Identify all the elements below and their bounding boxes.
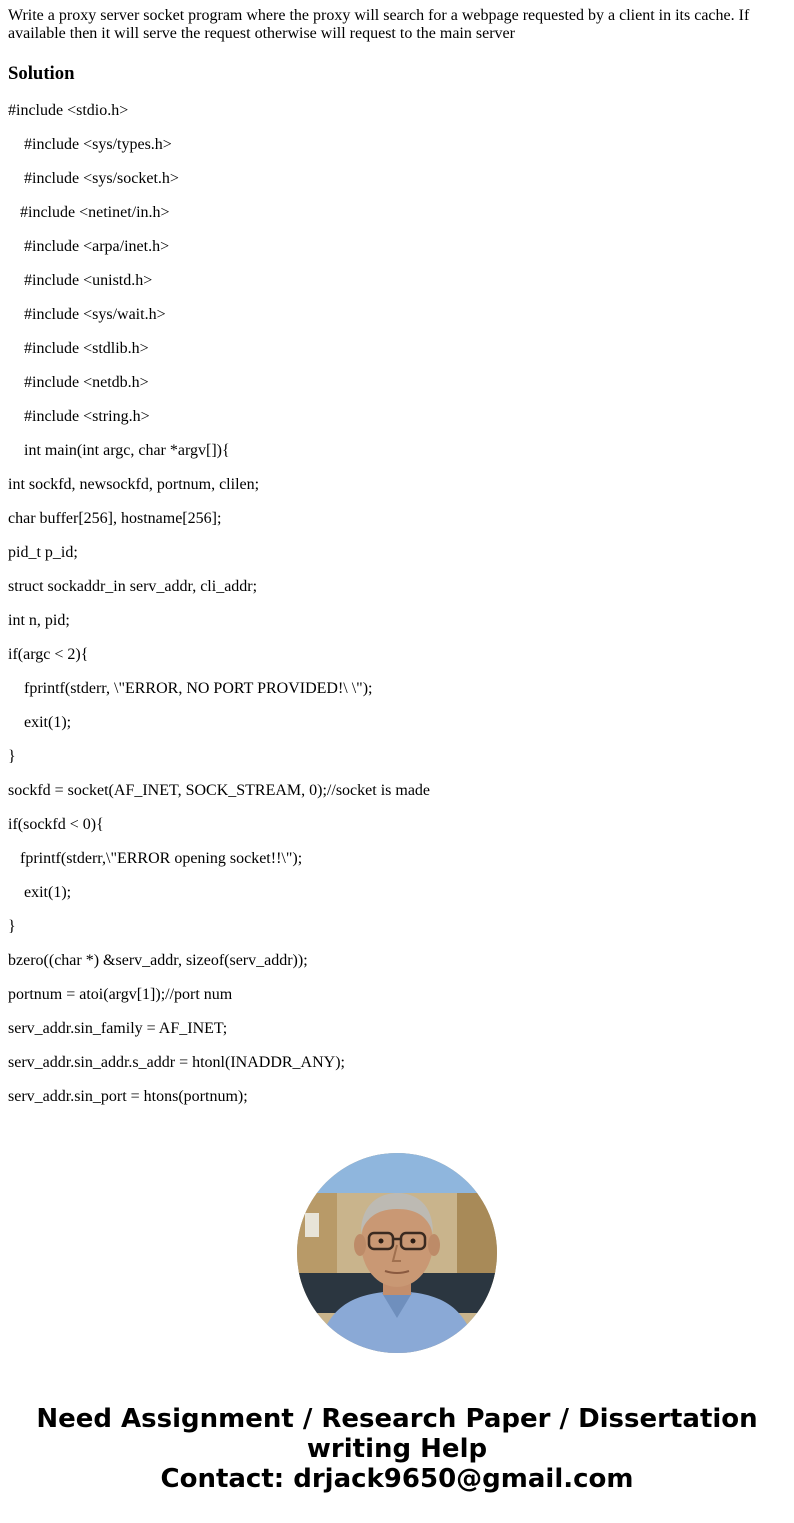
code-line: #include <arpa/inet.h>	[8, 238, 170, 255]
code-line: #include <sys/wait.h>	[8, 306, 166, 323]
code-line: #include <stdio.h>	[8, 102, 129, 119]
code-line: #include <stdlib.h>	[8, 340, 149, 357]
code-line: struct sockaddr_in serv_addr, cli_addr;	[8, 578, 258, 595]
code-line: #include <unistd.h>	[8, 272, 153, 289]
person-photo-icon	[297, 1153, 497, 1353]
code-line: char buffer[256], hostname[256];	[8, 510, 222, 527]
code-line: if(sockfd < 0){	[8, 816, 104, 833]
question-text: Write a proxy server socket program where the proxy will search for a webpage requested by a client in its cache. If available then it will serve the request otherwise will request to the main server	[8, 7, 750, 42]
code-line: exit(1);	[8, 884, 72, 901]
code-line: serv_addr.sin_addr.s_addr = htonl(INADDR_ANY);	[8, 1054, 345, 1071]
code-line: int sockfd, newsockfd, portnum, clilen;	[8, 476, 260, 493]
code-line: int main(int argc, char *argv[]){	[8, 442, 230, 459]
code-line: }	[8, 748, 16, 765]
code-line: #include <sys/types.h>	[8, 136, 172, 153]
code-line: if(argc < 2){	[8, 646, 89, 663]
code-line: #include <netinet/in.h>	[8, 204, 170, 221]
code-line: serv_addr.sin_family = AF_INET;	[8, 1020, 228, 1037]
author-avatar	[297, 1153, 497, 1353]
solution-heading: Solution	[8, 63, 75, 84]
code-line: exit(1);	[8, 714, 72, 731]
code-line: sockfd = socket(AF_INET, SOCK_STREAM, 0);//socket is made	[8, 782, 431, 799]
code-line: }	[8, 918, 16, 935]
promo-banner	[0, 1404, 794, 1494]
code-listing	[8, 102, 430, 1122]
promo-line: Need Assignment / Research Paper / Dissertation	[36, 1404, 758, 1434]
promo-contact: Contact: drjack9650@gmail.com	[160, 1464, 634, 1494]
code-line: #include <sys/socket.h>	[8, 170, 179, 187]
code-line: #include <netdb.h>	[8, 374, 149, 391]
promo-line: writing Help	[306, 1434, 488, 1464]
code-line: int n, pid;	[8, 612, 70, 629]
code-line: pid_t p_id;	[8, 544, 78, 561]
code-line: #include <string.h>	[8, 408, 150, 425]
code-line: serv_addr.sin_port = htons(portnum);	[8, 1088, 248, 1105]
code-line: bzero((char *) &serv_addr, sizeof(serv_addr));	[8, 952, 308, 969]
code-line: fprintf(stderr,\"ERROR opening socket!!\");	[8, 850, 303, 867]
code-line: fprintf(stderr, \"ERROR, NO PORT PROVIDED!\ \");	[8, 680, 373, 697]
code-line: portnum = atoi(argv[1]);//port num	[8, 986, 233, 1003]
